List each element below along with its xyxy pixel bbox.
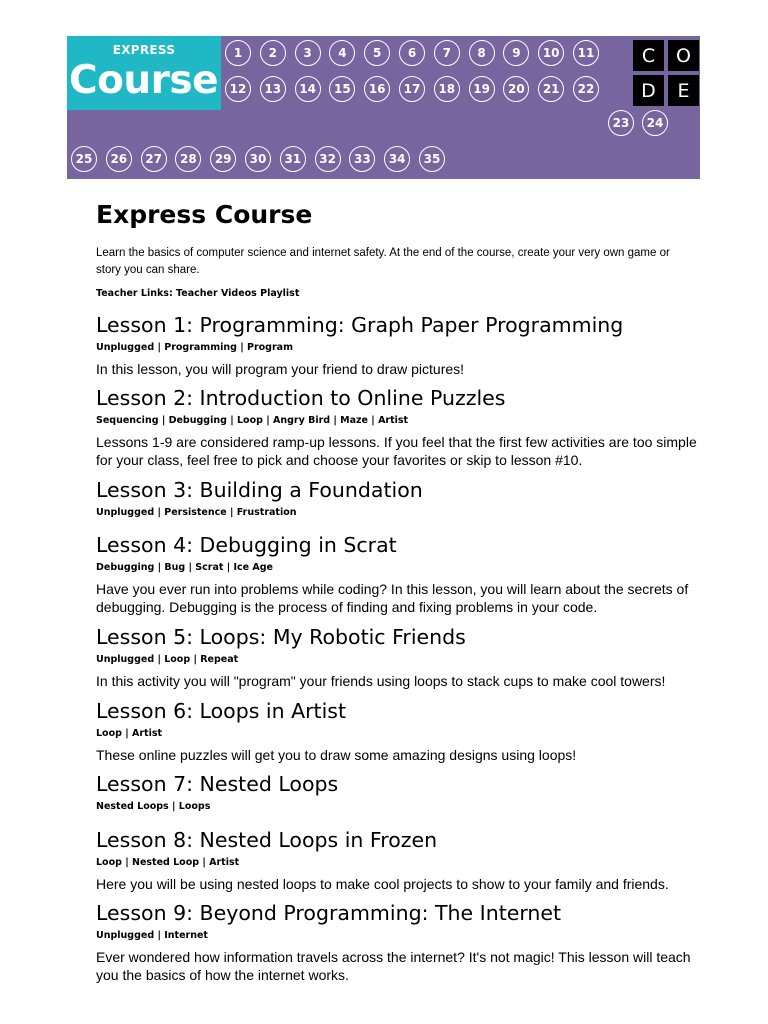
lesson-number-link[interactable]: 15 <box>329 76 355 102</box>
lesson-description: In this lesson, you will program your friend to draw pictures! <box>96 361 465 377</box>
lesson-section <box>96 310 706 378</box>
lesson-section <box>96 475 706 520</box>
lesson-tags: Unplugged | Persistence | Frustration <box>96 507 297 518</box>
code-org-logo <box>633 40 699 106</box>
lesson-title: Lesson 3: Building a Foundation <box>96 478 423 502</box>
lesson-number-link[interactable]: 34 <box>384 146 410 172</box>
lesson-number-link[interactable]: 22 <box>573 76 599 102</box>
lesson-number-link[interactable]: 11 <box>573 40 599 66</box>
lesson-section <box>96 898 706 984</box>
lesson-number-link[interactable]: 21 <box>538 76 564 102</box>
lesson-number-link[interactable]: 9 <box>503 40 529 66</box>
lesson-tags: Loop | Nested Loop | Artist <box>96 857 240 868</box>
logo-letter: E <box>668 75 699 106</box>
lesson-description: Have you ever run into problems while coding? In this lesson, you will learn about the secrets of debugging. Debugging is the process of finding and fixing problems in your code. <box>96 581 689 615</box>
lesson-title: Lesson 2: Introduction to Online Puzzles <box>96 386 506 410</box>
lesson-number-link[interactable]: 7 <box>434 40 460 66</box>
lesson-number-link[interactable]: 27 <box>141 146 167 172</box>
lesson-description: Here you will be using nested loops to make cool projects to show to your family and friends. <box>96 876 669 892</box>
lesson-number-link[interactable]: 2 <box>260 40 286 66</box>
lesson-number-link[interactable]: 6 <box>399 40 425 66</box>
lesson-number-link[interactable]: 20 <box>503 76 529 102</box>
lesson-number-link[interactable]: 31 <box>280 146 306 172</box>
lesson-number-link[interactable]: 16 <box>364 76 390 102</box>
lesson-tags: Loop | Artist <box>96 728 163 739</box>
lesson-section <box>96 825 706 893</box>
lesson-section <box>96 622 706 690</box>
lesson-number-link[interactable]: 25 <box>71 146 97 172</box>
brand-course-label: Course <box>69 58 219 103</box>
lesson-title: Lesson 8: Nested Loops in Frozen <box>96 828 438 852</box>
lesson-tags: Nested Loops | Loops <box>96 801 211 812</box>
course-banner <box>67 36 700 179</box>
lesson-number-link[interactable]: 1 <box>225 40 251 66</box>
lesson-number-link[interactable]: 10 <box>538 40 564 66</box>
lesson-title: Lesson 5: Loops: My Robotic Friends <box>96 625 466 649</box>
lesson-section <box>96 769 706 814</box>
logo-letter: C <box>633 40 664 71</box>
lesson-number-link[interactable]: 19 <box>469 76 495 102</box>
lesson-number-link[interactable]: 18 <box>434 76 460 102</box>
lesson-section <box>96 696 706 764</box>
brand-express-label: EXPRESS <box>112 43 176 57</box>
lesson-number-link[interactable]: 35 <box>419 146 445 172</box>
lesson-number-link[interactable]: 29 <box>210 146 236 172</box>
lesson-number-link[interactable]: 28 <box>175 146 201 172</box>
lesson-number-link[interactable]: 17 <box>399 76 425 102</box>
lesson-number-link[interactable]: 8 <box>469 40 495 66</box>
lesson-number-link[interactable]: 24 <box>642 110 668 136</box>
lesson-number-link[interactable]: 23 <box>608 110 634 136</box>
lesson-number-link[interactable]: 12 <box>225 76 251 102</box>
course-intro: Learn the basics of computer science and internet safety. At the end of the course, create your very own game or story you can share. <box>96 247 670 276</box>
teacher-links[interactable]: Teacher Links: Teacher Videos Playlist <box>96 288 300 299</box>
lesson-number-link[interactable]: 33 <box>349 146 375 172</box>
lesson-section <box>96 383 706 469</box>
lesson-title: Lesson 7: Nested Loops <box>96 772 339 796</box>
lesson-description: These online puzzles will get you to draw some amazing designs using loops! <box>96 747 577 763</box>
lesson-tags: Unplugged | Internet <box>96 930 208 941</box>
lesson-section <box>96 530 706 616</box>
lesson-title: Lesson 1: Programming: Graph Paper Programming <box>96 313 624 337</box>
lesson-number-link[interactable]: 13 <box>260 76 286 102</box>
lesson-tags: Unplugged | Programming | Program <box>96 342 293 353</box>
logo-letter: D <box>633 75 664 106</box>
lesson-description: Lessons 1-9 are considered ramp-up lessons. If you feel that the first few activities are too simple for your class, feel free to pick and choose your favorites or skip to lesson #10. <box>96 434 697 468</box>
lesson-tags: Unplugged | Loop | Repeat <box>96 654 239 665</box>
lesson-number-link[interactable]: 32 <box>315 146 341 172</box>
lesson-number-link[interactable]: 26 <box>106 146 132 172</box>
lesson-tags: Sequencing | Debugging | Loop | Angry Bird | Maze | Artist <box>96 415 409 426</box>
lesson-title: Lesson 6: Loops in Artist <box>96 699 347 723</box>
logo-letter: O <box>668 40 699 71</box>
lesson-number-link[interactable]: 14 <box>295 76 321 102</box>
lesson-tags: Debugging | Bug | Scrat | Ice Age <box>96 562 273 573</box>
lesson-number-link[interactable]: 4 <box>329 40 355 66</box>
page-title: Express Course <box>96 200 313 229</box>
lesson-description: Ever wondered how information travels across the internet? It's not magic! This lesson will teach you the basics of how the internet works. <box>96 949 691 983</box>
lesson-title: Lesson 9: Beyond Programming: The Internet <box>96 901 562 925</box>
lesson-number-link[interactable]: 5 <box>364 40 390 66</box>
lesson-title: Lesson 4: Debugging in Scrat <box>96 533 397 557</box>
express-course-brand <box>67 36 221 110</box>
lesson-description: In this activity you will "program" your friends using loops to stack cups to make cool towers! <box>96 673 666 689</box>
lesson-number-link[interactable]: 30 <box>245 146 271 172</box>
lesson-number-link[interactable]: 3 <box>295 40 321 66</box>
